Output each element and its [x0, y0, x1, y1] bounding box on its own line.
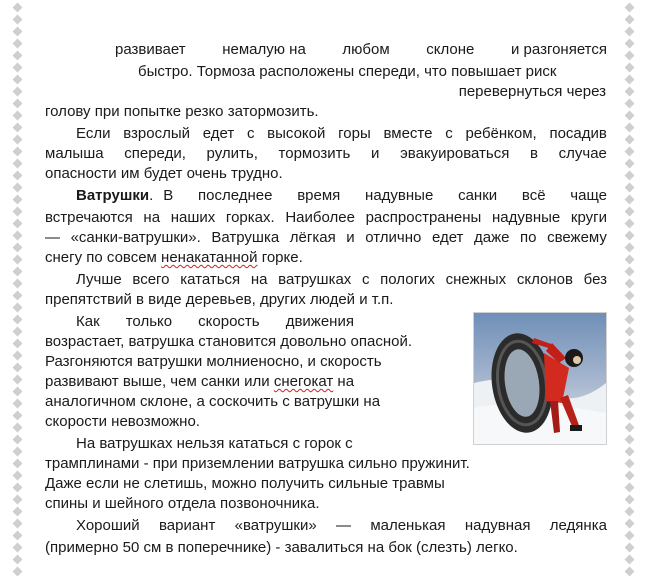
word: только [125, 313, 173, 330]
p5-line6: скорости невозможно. [45, 413, 200, 430]
word: без [583, 271, 607, 288]
word: в [530, 145, 538, 162]
p3-line3 [45, 228, 607, 248]
word: время [297, 187, 341, 204]
p3-line1-rest [163, 186, 607, 206]
word: ледянка [549, 517, 607, 534]
word: Ватрушка [211, 229, 280, 246]
word: даже [473, 229, 510, 246]
p4-line2: препятствий в виде деревьев, других людей и т.п. [45, 291, 394, 308]
p2-line3: опасности им будет очень трудно. [45, 165, 283, 182]
p5-line1 [76, 312, 354, 332]
word: и разгоняется [511, 41, 607, 58]
word: наших [170, 209, 216, 226]
p2-line2 [45, 144, 607, 164]
p1-line1 [115, 40, 607, 60]
p6-line3: Даже если не слетишь, можно получить сильные травмы [45, 475, 445, 492]
p5-line4-pre: развивают выше, чем санки или [45, 373, 274, 390]
p3-line4 [45, 248, 303, 268]
word: случае [558, 145, 607, 162]
word: взрослый [123, 125, 190, 142]
word: санки [458, 187, 498, 204]
word: высокой [267, 125, 326, 142]
p5-line4 [45, 372, 354, 392]
word: рулить, [206, 145, 258, 162]
word: В [163, 187, 174, 204]
p2-line1 [76, 124, 607, 144]
word: надувные [491, 209, 561, 226]
word: надувная [464, 517, 531, 534]
word: едет [202, 125, 235, 142]
word: Лучше [76, 271, 122, 288]
word: движения [285, 313, 354, 330]
word: всего [132, 271, 170, 288]
p6-line1: На ватрушках нельзя кататься с горок с [76, 435, 353, 452]
word: горках. [225, 209, 275, 226]
word: снежных [445, 271, 507, 288]
word: скорость [198, 313, 260, 330]
word: «ватрушки» [234, 517, 317, 534]
p5-line2: возрастает, ватрушка становится довольно опасной. [45, 333, 413, 350]
word: ватрушках [278, 271, 352, 288]
word: Наиболее [285, 209, 355, 226]
p7-line1 [76, 516, 607, 536]
p3-heading-word: Ватрушки [76, 187, 150, 204]
word: ребёнком, [465, 125, 537, 142]
word: пологих [380, 271, 435, 288]
spellcheck-word: снегокат [273, 373, 334, 390]
p6-line2: трамплинами - при приземлении ватрушка сильно пружинит. [45, 455, 470, 472]
spellcheck-word: ненакатанной [161, 249, 258, 266]
photo-illustration [474, 313, 606, 444]
word: последнее [198, 187, 273, 204]
word: — [45, 229, 60, 246]
word: на [143, 209, 161, 226]
word: тормозить [278, 145, 351, 162]
word: на [250, 271, 268, 288]
p7-line2: (примерно 50 см в поперечнике) - завалиться на бок (слезть) легко. [45, 539, 518, 556]
word: надувные [365, 187, 434, 204]
p3-line4-post: горке. [257, 249, 303, 266]
word: — [336, 517, 351, 534]
word: и [371, 145, 380, 162]
snow-tube-rider-photo [473, 312, 607, 445]
p3-line2 [45, 208, 607, 228]
word: свежему [547, 229, 607, 246]
word: маленькая [370, 517, 446, 534]
word: чаще [570, 187, 607, 204]
word: вместе [383, 125, 433, 142]
word: Как [76, 313, 100, 330]
p5-line4-post: на [333, 373, 355, 390]
word: по [520, 229, 537, 246]
word: отлично [365, 229, 422, 246]
word: склоне [426, 41, 475, 58]
word: развивает [115, 41, 186, 58]
p1-line4: голову при попытке резко затормозить. [45, 103, 319, 120]
p5-line3: Разгоняются ватрушки молниеносно, и скорость [45, 353, 382, 370]
word: горы [338, 125, 371, 142]
p1-line3: перевернуться через [458, 83, 606, 100]
word: «санки-ватрушки». [70, 229, 201, 246]
word: малыша [45, 145, 104, 162]
p3-line4-pre: снегу по совсем [45, 249, 162, 266]
word: с [445, 125, 453, 142]
p3-line1: Ватрушки. В последнее время надувные санки всё чаще [76, 187, 607, 204]
word: любом [342, 41, 390, 58]
p4-line1 [76, 270, 607, 290]
word: едет [431, 229, 464, 246]
p6-line4: спины и шейного отдела позвоночника. [45, 495, 320, 512]
word: с [246, 125, 255, 142]
word: немалую на [222, 41, 306, 58]
word: и [346, 229, 355, 246]
word: Хороший [76, 517, 140, 534]
p1-line2: быстро. Тормоза расположены спереди, что повышает риск [138, 63, 557, 80]
word: эвакуироваться [400, 145, 510, 162]
word: спереди, [124, 145, 186, 162]
word: склонов [516, 271, 573, 288]
word: кататься [180, 271, 241, 288]
p5-line5: аналогичном склоне, а соскочить с ватрушки на [45, 393, 381, 410]
word: встречаются [45, 209, 133, 226]
word: распространены [365, 209, 482, 226]
word: Если [76, 125, 111, 142]
word: всё [521, 187, 546, 204]
word: вариант [158, 517, 216, 534]
word: круги [570, 209, 607, 226]
word: посадив [549, 125, 607, 142]
word: лёгкая [289, 229, 336, 246]
word: с [361, 271, 370, 288]
